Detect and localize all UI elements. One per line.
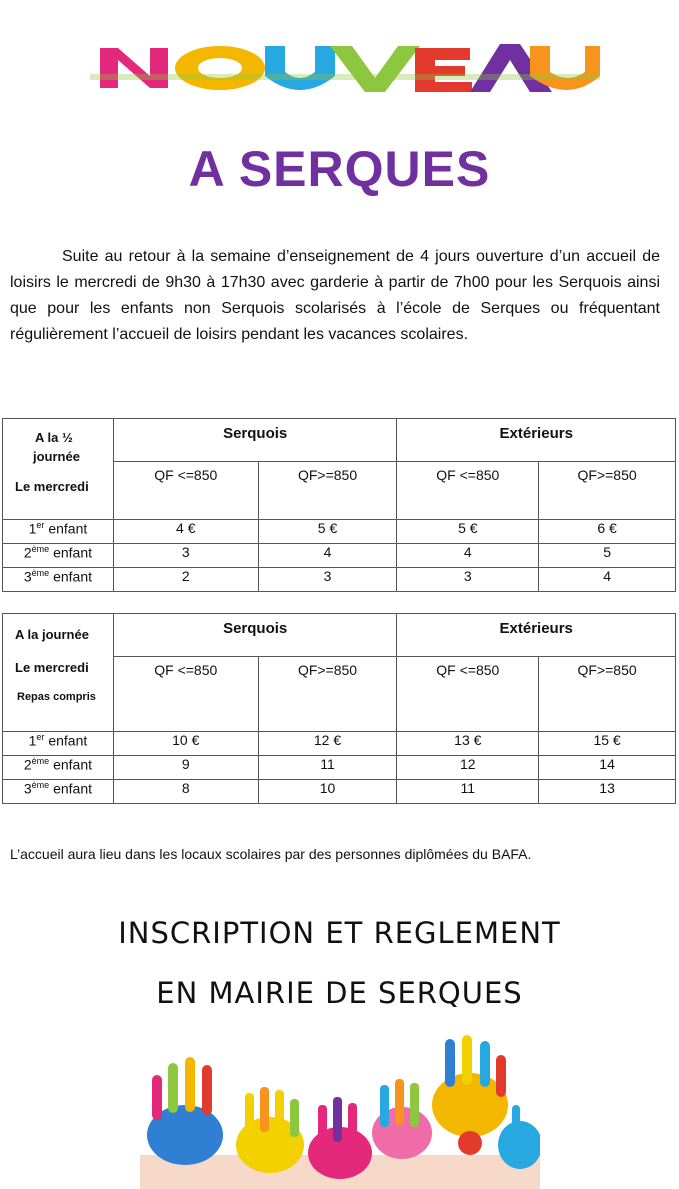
group-header-exterieurs: Extérieurs (397, 614, 676, 657)
table-corner: A la journée Le mercredi Repas compris (3, 614, 114, 732)
table-row: 1er enfant 4 € 5 € 5 € 6 € (3, 520, 676, 544)
group-header-serquois: Serquois (113, 614, 397, 657)
qf-header: QF>=850 (539, 462, 676, 520)
bafa-note: L’accueil aura lieu dans les locaux scolaires par des personnes diplômées du BAFA. (10, 846, 532, 862)
qf-header: QF>=850 (258, 462, 397, 520)
table-row: 3ème enfant 2 3 3 4 (3, 568, 676, 592)
qf-header: QF <=850 (397, 657, 539, 732)
qf-header: QF>=850 (539, 657, 676, 732)
table-row: 2ème enfant 3 4 4 5 (3, 544, 676, 568)
intro-paragraph: Suite au retour à la semaine d’enseignement de 4 jours ouverture d’un accueil de loisirs le mercredi de 9h30 à 17h30 avec garderie à partir de 7h00 pour les Serquois ainsi que pour les enfants non Serquois scolarisés à l’école de Serques ou fréquentant régulièrement l’accueil de loisirs pendant les vacances scolaires. (10, 248, 660, 343)
qf-header: QF>=850 (258, 657, 397, 732)
hand-blue-icon (147, 1057, 223, 1165)
hand-yellow-icon (236, 1087, 304, 1173)
qf-header: QF <=850 (113, 462, 258, 520)
painted-hands-illustration (140, 1035, 540, 1189)
mairie-heading: EN MAIRIE DE SERQUES (156, 976, 523, 1010)
hand-yellow-right-icon (432, 1035, 508, 1155)
table-row: 2ème enfant 9 11 12 14 (3, 756, 676, 780)
nouveau-logo (90, 38, 600, 96)
table-row: 1er enfant 10 € 12 € 13 € 15 € (3, 732, 676, 756)
hand-striped-icon (372, 1079, 432, 1159)
qf-header: QF <=850 (113, 657, 258, 732)
tarif-table-demi-journee (2, 418, 676, 592)
group-header-exterieurs: Extérieurs (397, 419, 676, 462)
hand-pink-icon (308, 1097, 372, 1179)
inscription-heading: INSCRIPTION ET REGLEMENT (118, 916, 561, 950)
group-header-serquois: Serquois (113, 419, 397, 462)
table-row: 3ème enfant 8 10 11 13 (3, 780, 676, 804)
tarif-table-journee (2, 613, 676, 804)
qf-header: QF <=850 (397, 462, 539, 520)
page-title: A SERQUES (188, 141, 491, 197)
table-corner: A la ½ journée Le mercredi (3, 419, 114, 520)
